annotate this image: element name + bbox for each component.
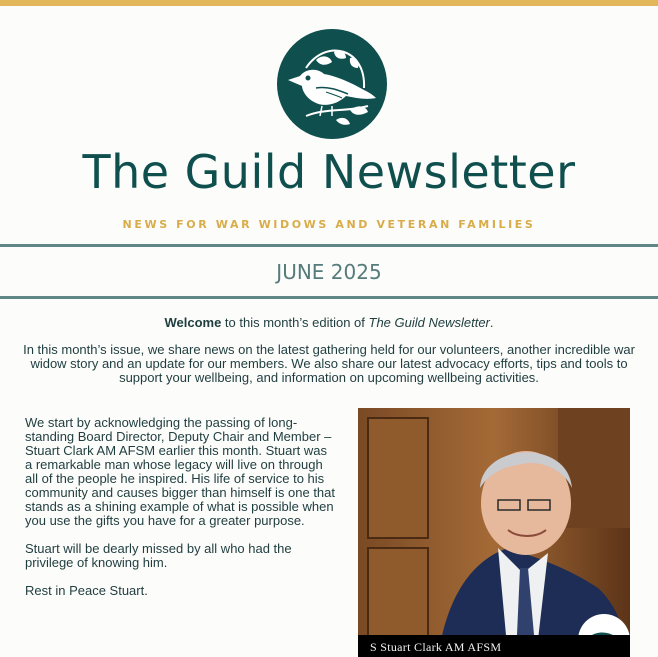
welcome-text-a: to this month’s edition of <box>221 315 369 330</box>
intro-paragraph: In this month’s issue, we share news on the latest gathering held for our volunteers, another incredible war widow story and an update for our members. We also share our latest advocacy efforts, tips and tools to support your wellbeing, and information on upcoming wellbeing activities. <box>23 342 635 385</box>
welcome-bold: Welcome <box>164 315 222 330</box>
top-accent-bar <box>0 0 658 6</box>
portrait-illustration <box>358 408 630 657</box>
stuart-clark-photo <box>358 408 630 657</box>
tribute-paragraph: Stuart will be dearly missed by all who had the privilege of knowing him. <box>25 541 292 570</box>
issue-date: JUNE 2025 <box>276 260 382 284</box>
welcome-text-b: . <box>489 315 494 330</box>
top-divider <box>0 244 658 247</box>
photo-caption: S Stuart Clark AM AFSM <box>358 635 630 657</box>
bottom-divider <box>0 296 658 299</box>
tribute-text <box>25 416 337 612</box>
kookaburra-logo-icon <box>276 28 388 140</box>
tagline: NEWS FOR WAR WIDOWS AND VETERAN FAMILIES <box>122 218 536 231</box>
welcome-line <box>0 315 658 330</box>
newsletter-title: The Guild Newsletter <box>82 145 576 199</box>
tribute-paragraph: Rest in Peace Stuart. <box>25 583 148 598</box>
welcome-italic: The Guild Newsletter <box>368 315 490 330</box>
tribute-paragraph: We start by acknowledging the passing of long-standing Board Director, Deputy Chair and Member – Stuart Clark AM AFSM earlier this month. Stuart was a remarkable man whose legacy will live on through all of the people he inspired. His life of service to his community and causes bigger than himself is one that stands as a shining example of what is possible when you use the gifts you have for a greater purpose. <box>25 415 336 528</box>
